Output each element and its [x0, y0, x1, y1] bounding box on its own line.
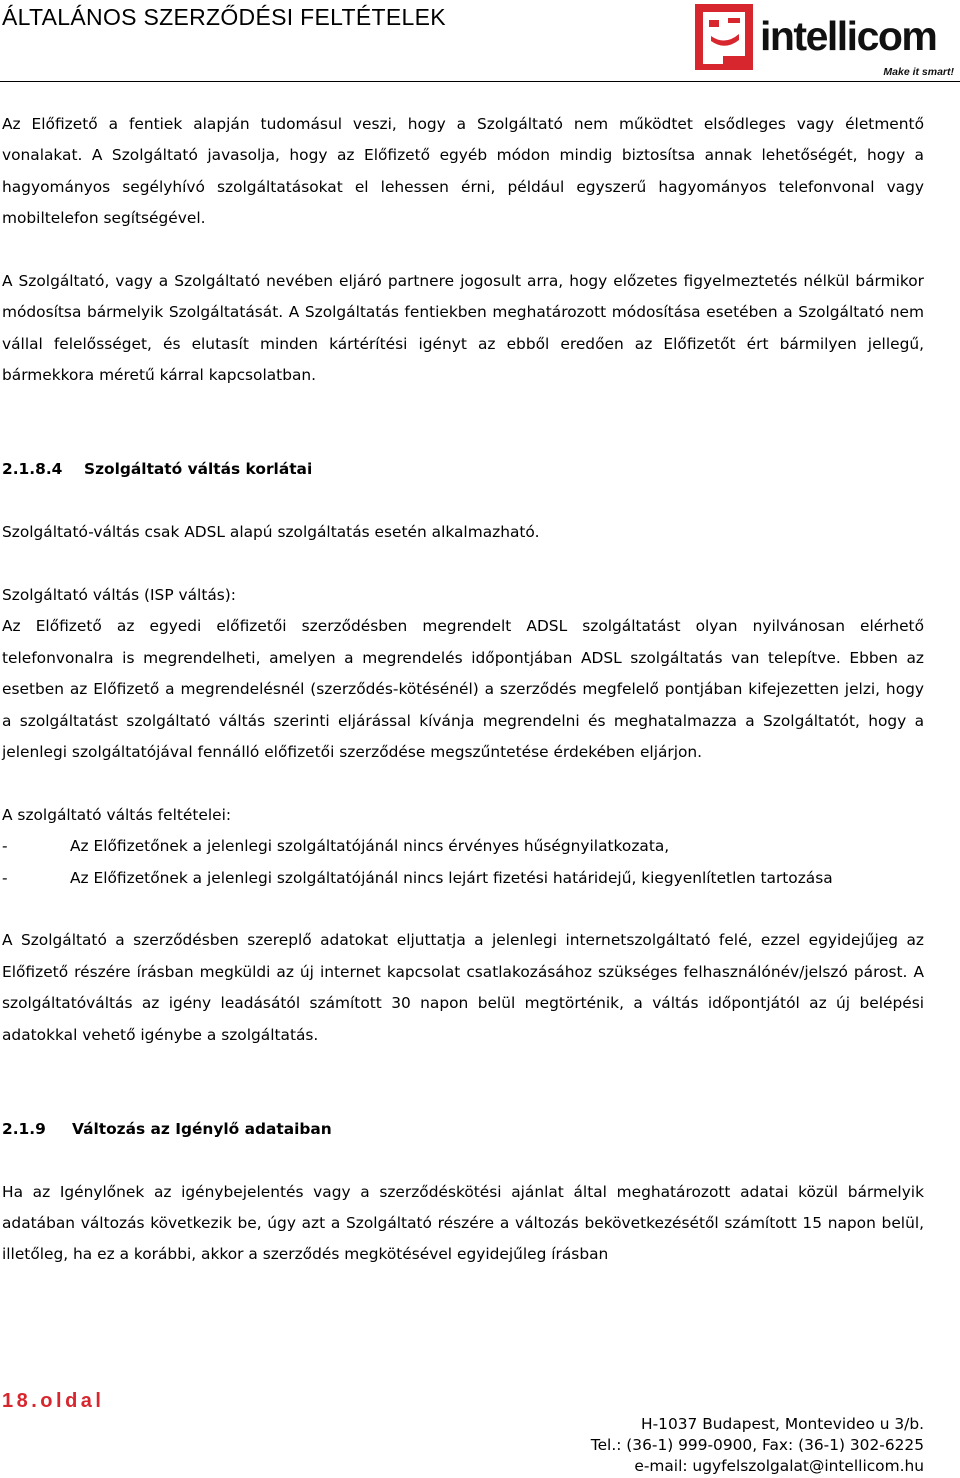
page-number: 18.oldal: [2, 1390, 105, 1412]
list-dash: -: [2, 868, 8, 887]
section-heading-2184: [2, 454, 924, 485]
intellicom-logo: [690, 2, 958, 78]
paragraph-isp-title: Szolgáltató váltás (ISP váltás):: [2, 586, 236, 605]
paragraph-isp: Az Előfizető az egyedi előfizetői szerződésben megrendelt ADSL szolgáltatást olyan nyilvánosan elérhető telefonvonalra is megrendelheti, amelyen a megrendelés időpontjában ADSL szolgáltatás van telepítve. Ebben az esetben az Előfizető a megrendelésnél (szerződés-kötésénél) a szerződés megfelelő pontjában kifejezetten jelzi, hogy a szolgáltatást szolgáltató váltás szerinti eljárással kívánja megrendelni és meghatalmazza a Szolgáltatót, hogy a jelenlegi szolgáltatójával fennálló előfizetői szerződése megszűntetése érdekében eljárjon.: [2, 617, 924, 762]
section-title: Szolgáltató váltás korlátai: [84, 460, 313, 479]
paragraph-modification: A Szolgáltató, vagy a Szolgáltató nevében eljáró partnere jogosult arra, hogy előzetes figyelmeztetés nélkül bármikor módosítsa bármelyik Szolgáltatását. A Szolgáltatás fentiekben meghatározott módosítása esetében a Szolgáltató nem vállal felelősséget, és elutasít minden kártérítési igényt az ebből eredően az Előfizetőt ért bármilyen jellegű, bármekkora méretű kárral kapcsolatban.: [2, 272, 924, 385]
document-body: [2, 109, 924, 1271]
paragraph-emergency: Az Előfizető a fentiek alapján tudomásul veszi, hogy a Szolgáltató nem működtet elsődleges vagy életmentő vonalakat. A Szolgáltató javasolja, hogy az Előfizető egyéb módon mindig biztosítsa annak lehetőségét, hogy a hagyományos segélyhívó szolgáltatásokat el lehessen érni, például egyszerű hagyományos telefonvonal vagy mobiltelefon segítségével.: [2, 115, 924, 228]
paragraph-credentials: A Szolgáltató a szerződésben szereplő adatokat eljuttatja a jelenlegi internetszolgáltató felé, ezzel egyidejűjeg az Előfizető részére írásban megküldi az új internet kapcsolat csatlakozásához szükséges felhasználónév/jelszó párost. A szolgáltatóváltás az igény leadásától számított 30 napon belül megtörténik, a váltás időpontjától az új belépési adatokkal vehető igénybe a szolgáltatás.: [2, 931, 924, 1044]
list-dash: -: [2, 837, 8, 856]
list-item: [2, 863, 924, 894]
section-title: Változás az Igénylő adataiban: [72, 1119, 332, 1138]
paragraph-adsl-only: Szolgáltató-váltás csak ADSL alapú szolgáltatás esetén alkalmazható.: [2, 523, 540, 542]
list-item-text: Az Előfizetőnek a jelenlegi szolgáltatójánál nincs lejárt fizetési határidejű, kiegyenlítetlen tartozása: [70, 868, 833, 887]
logo-wordmark: intellicom: [760, 13, 937, 59]
footer-phone: Tel.: (36-1) 999-0900, Fax: (36-1) 302-6225: [590, 1436, 924, 1454]
list-item: [2, 831, 924, 862]
section-number: 2.1.9: [2, 1119, 46, 1138]
footer-contact: [424, 1414, 924, 1477]
logo-tagline: Make it smart!: [883, 66, 954, 78]
list-title: A szolgáltató váltás feltételei:: [2, 805, 232, 824]
list-item-text: Az Előfizetőnek a jelenlegi szolgáltatójánál nincs érvényes hűségnyilatkozata,: [70, 837, 670, 856]
section-number: 2.1.8.4: [2, 460, 63, 479]
logo-mark-icon: [695, 4, 753, 70]
footer-address: H-1037 Budapest, Montevideo u 3/b.: [641, 1415, 924, 1433]
footer-email: e-mail: ugyfelszolgalat@intellicom.hu: [634, 1457, 924, 1475]
paragraph-data-change: Ha az Igénylőnek az igénybejelentés vagy a szerződéskötési ajánlat által meghatározott adatai közül bármelyik adatában változás következik be, úgy azt a Szolgáltató részére a változás bekövetkezésétől számított 15 napon belül, illetőleg, ha ez a korábbi, akkor a szerződés megkötésével egyidejűleg írásban: [2, 1182, 924, 1264]
document-title: ÁLTALÁNOS SZERZŐDÉSI FELTÉTELEK: [2, 4, 446, 30]
section-heading-219: [2, 1114, 924, 1145]
header-divider: [0, 81, 960, 82]
